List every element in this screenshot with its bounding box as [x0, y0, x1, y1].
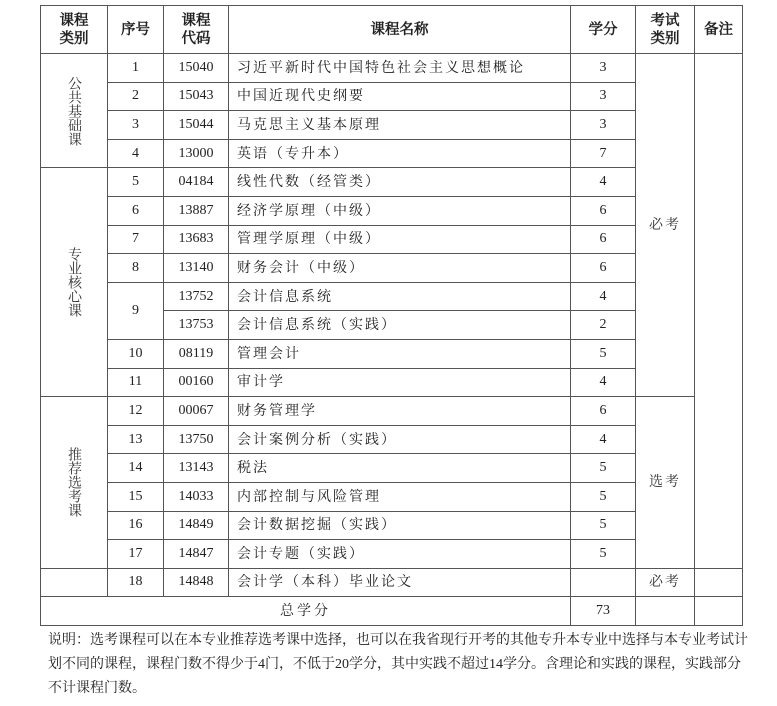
code-cell: 15043	[164, 82, 229, 111]
course-name-cell: 税法	[229, 454, 571, 483]
table-row	[41, 54, 743, 83]
course-name-cell: 习近平新时代中国特色社会主义思想概论	[229, 54, 571, 83]
total-credits: 73	[571, 597, 636, 626]
code-cell: 13143	[164, 454, 229, 483]
total-exam-empty	[636, 597, 695, 626]
header-exam-type	[636, 6, 695, 54]
credits-cell: 4	[571, 425, 636, 454]
credits-cell: 5	[571, 339, 636, 368]
code-cell: 00160	[164, 368, 229, 397]
course-name-cell: 英语（专升本）	[229, 139, 571, 168]
code-cell: 14847	[164, 540, 229, 569]
course-name-cell: 马克思主义基本原理	[229, 111, 571, 140]
credits-cell: 5	[571, 511, 636, 540]
header-seq: 序号	[108, 6, 164, 54]
category-core: 专业核心课	[41, 168, 108, 397]
header-code	[164, 6, 229, 54]
credits-cell: 6	[571, 225, 636, 254]
seq-cell: 11	[108, 368, 164, 397]
course-name-cell: 线性代数（经管类）	[229, 168, 571, 197]
code-cell: 13753	[164, 311, 229, 340]
header-category-line2: 类别	[59, 29, 89, 47]
code-cell: 14848	[164, 568, 229, 597]
seq-cell: 17	[108, 540, 164, 569]
category-empty	[41, 568, 108, 597]
total-remark-empty	[695, 597, 743, 626]
seq-cell: 7	[108, 225, 164, 254]
course-name-cell: 会计专题（实践）	[229, 540, 571, 569]
code-cell: 04184	[164, 168, 229, 197]
course-name-cell: 中国近现代史纲要	[229, 82, 571, 111]
seq-cell: 6	[108, 196, 164, 225]
code-cell: 13683	[164, 225, 229, 254]
seq-cell: 2	[108, 82, 164, 111]
seq-cell: 5	[108, 168, 164, 197]
exam-type-elective: 选考	[636, 397, 695, 569]
code-cell: 13000	[164, 139, 229, 168]
header-row	[41, 6, 743, 54]
exam-type-thesis: 必考	[636, 568, 695, 597]
seq-cell: 10	[108, 339, 164, 368]
course-name-cell: 财务会计（中级）	[229, 254, 571, 283]
seq-cell: 12	[108, 397, 164, 426]
course-name-cell: 会计数据挖掘（实践）	[229, 511, 571, 540]
code-cell: 13887	[164, 196, 229, 225]
course-name-cell: 会计信息系统	[229, 282, 571, 311]
credits-cell: 7	[571, 139, 636, 168]
category-public: 公共基础课	[41, 54, 108, 168]
header-category-line1: 课程	[59, 11, 89, 29]
course-name-cell: 内部控制与风险管理	[229, 482, 571, 511]
seq-cell: 13	[108, 425, 164, 454]
header-exam-line1: 考试	[650, 11, 680, 29]
credits-cell: 4	[571, 282, 636, 311]
credits-cell: 4	[571, 368, 636, 397]
credits-cell: 3	[571, 54, 636, 83]
table-row	[41, 568, 743, 597]
credits-cell: 6	[571, 397, 636, 426]
code-cell: 00067	[164, 397, 229, 426]
header-course-name: 课程名称	[229, 6, 571, 54]
code-cell: 13752	[164, 282, 229, 311]
seq-cell: 15	[108, 482, 164, 511]
course-plan-table	[40, 5, 743, 626]
table-row	[41, 397, 743, 426]
code-cell: 08119	[164, 339, 229, 368]
course-name-cell: 管理会计	[229, 339, 571, 368]
credits-cell: 5	[571, 540, 636, 569]
code-cell: 14849	[164, 511, 229, 540]
credits-cell: 4	[571, 168, 636, 197]
credits-cell: 3	[571, 82, 636, 111]
credits-cell: 2	[571, 311, 636, 340]
seq-cell: 1	[108, 54, 164, 83]
code-cell: 15044	[164, 111, 229, 140]
remark-cell	[695, 54, 743, 569]
seq-cell: 14	[108, 454, 164, 483]
explanatory-note: 说明：选考课程可以在本专业推荐选考课中选择，也可以在我省现行开考的其他专升本专业中选择与本专业考试计划不同的课程，课程门数不得少于4门，不低于20学分，其中实践不超过14学分。含理论和实践的课程，实践部分不计课程门数。	[48, 633, 748, 696]
credits-cell: 5	[571, 482, 636, 511]
code-cell: 13750	[164, 425, 229, 454]
seq-cell: 3	[108, 111, 164, 140]
seq-cell: 18	[108, 568, 164, 597]
course-name-cell: 审计学	[229, 368, 571, 397]
code-cell: 15040	[164, 54, 229, 83]
header-credits: 学分	[571, 6, 636, 54]
code-cell: 13140	[164, 254, 229, 283]
seq-cell: 4	[108, 139, 164, 168]
course-name-cell: 会计学（本科）毕业论文	[229, 568, 571, 597]
credits-cell: 6	[571, 254, 636, 283]
seq-cell: 16	[108, 511, 164, 540]
credits-cell: 6	[571, 196, 636, 225]
header-remark: 备注	[695, 6, 743, 54]
header-exam-line2: 类别	[650, 29, 680, 47]
credits-cell: 3	[571, 111, 636, 140]
category-elective: 推荐选考课	[41, 397, 108, 569]
course-name-cell: 经济学原理（中级）	[229, 196, 571, 225]
course-name-cell: 管理学原理（中级）	[229, 225, 571, 254]
total-row	[41, 597, 743, 626]
exam-type-required: 必考	[636, 54, 695, 397]
seq-cell: 8	[108, 254, 164, 283]
seq-cell: 9	[108, 282, 164, 339]
header-category	[41, 6, 108, 54]
course-name-cell: 财务管理学	[229, 397, 571, 426]
course-name-cell: 会计案例分析（实践）	[229, 425, 571, 454]
remark-cell	[695, 568, 743, 597]
total-label: 总学分	[41, 597, 571, 626]
code-cell: 14033	[164, 482, 229, 511]
credits-cell	[571, 568, 636, 597]
header-code-line1: 课程	[181, 11, 211, 29]
credits-cell: 5	[571, 454, 636, 483]
course-name-cell: 会计信息系统（实践）	[229, 311, 571, 340]
header-code-line2: 代码	[181, 29, 211, 47]
